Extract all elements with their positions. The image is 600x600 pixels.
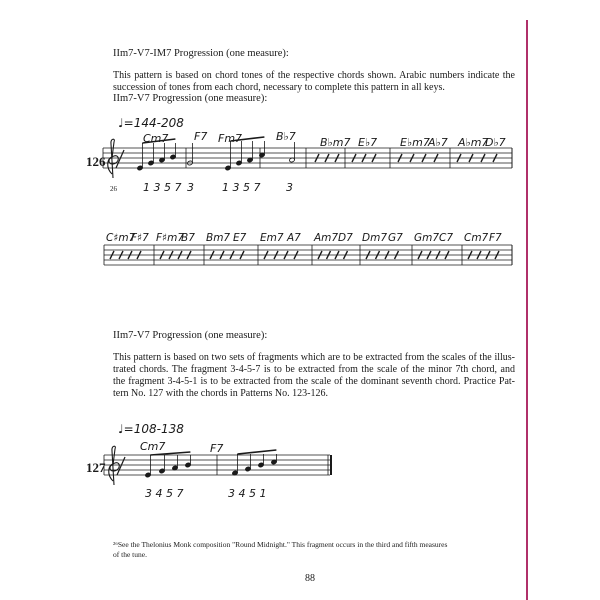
chord-symbol-line2-4: B7 [181,232,195,244]
chord-symbol-6: E♭7 [358,136,378,149]
section1-subheading: IIm7-V7 Progression (one measure): [113,93,268,104]
chord-symbol-7: E♭m7 [400,136,430,149]
section2-paragraph-line4: tern No. 127 with the chords in Patterns No. 123-126. [113,388,328,399]
page-number: 88 [305,573,315,584]
pattern127-chord-2: F7 [210,442,224,455]
chord-symbol-4: B♭7 [276,130,296,143]
pattern126-numbers-d: 3 [286,181,293,194]
chord-symbol-line2-2: F♯7 [131,232,149,244]
chord-symbol-line2-8: A7 [287,232,301,244]
section1-heading: IIm7-V7-IM7 Progression (one measure): [113,48,289,59]
section2-paragraph-line2: trated chords. The fragment 3-4-5-7 is to be extracted from the scale of the minor 7th chord, and [113,364,515,375]
section2-paragraph-line1: This pattern is based on two sets of fragments which are to be extracted from the scales of the illus- [113,352,515,363]
chord-symbol-line2-13: Gm7 [414,232,440,244]
pattern126-number: 126 [86,154,106,169]
chord-symbol-line2-10: D7 [338,232,353,244]
chord-symbol-line2-15: Cm7 [464,232,489,244]
section1-paragraph-line2: succession of tones from each chord, necessary to complete this pattern in all keys. [113,82,445,93]
pattern127-tempo: ♩=108-138 [118,422,184,436]
footnote-line2: of the tune. [113,550,147,559]
chord-symbol-line2-11: Dm7 [362,232,387,244]
chord-symbol-line2-14: C7 [439,232,454,244]
pattern126-footnote-mark: 26 [110,185,117,193]
pattern126-tempo: ♩=144-208 [118,116,184,130]
pattern126-numbers-a: 1 3 5 7 [143,181,182,194]
treble-clef-icon [108,139,119,178]
chord-symbol-line2-7: Em7 [260,232,284,244]
chord-symbol-line2-1: C♯m7 [106,232,136,244]
chord-symbol-line2-3: F♯m7 [156,232,185,244]
chord-symbol-line2-5: Bm7 [206,232,231,244]
pattern127-numbers-b: 3 4 5 1 [228,487,267,500]
chord-symbol-1: Cm7 [143,132,169,145]
pattern127-number: 127 [86,460,106,475]
pattern126-numbers-c: 1 3 5 7 [222,181,261,194]
chord-symbol-10: D♭7 [485,136,506,149]
chord-symbol-line2-12: G7 [388,232,403,244]
chord-symbol-3: Fm7 [218,132,243,145]
footnote-line1: ²⁶See the Thelonius Monk composition "Round Midnight." This fragment occurs in the third and fifth measures [113,540,448,549]
chord-symbol-5: B♭m7 [320,136,351,149]
section2-paragraph-line3: the fragment 3-4-5-1 is to be extracted from the scale of the dominant seventh chord. Practice Pat- [113,376,515,387]
beam [237,450,276,454]
chord-symbol-line2-16: F7 [489,232,502,244]
pattern126-numbers-b: 3 [187,181,194,194]
pattern127-numbers-a: 3 4 5 7 [145,487,184,500]
section2-heading: IIm7-V7 Progression (one measure): [113,330,268,341]
chord-symbol-9: A♭m7 [458,136,489,149]
chord-symbol-2: F7 [194,130,208,143]
chord-symbol-8: A♭7 [428,136,448,149]
chord-symbol-line2-9: Am7 [314,232,339,244]
section1-paragraph-line1: This pattern is based on chord tones of the respective chords shown. Arabic numbers indicate the [113,70,515,81]
treble-clef-icon [109,446,120,485]
pattern127-chord-1: Cm7 [140,440,166,453]
chord-symbol-line2-6: E7 [233,232,247,244]
